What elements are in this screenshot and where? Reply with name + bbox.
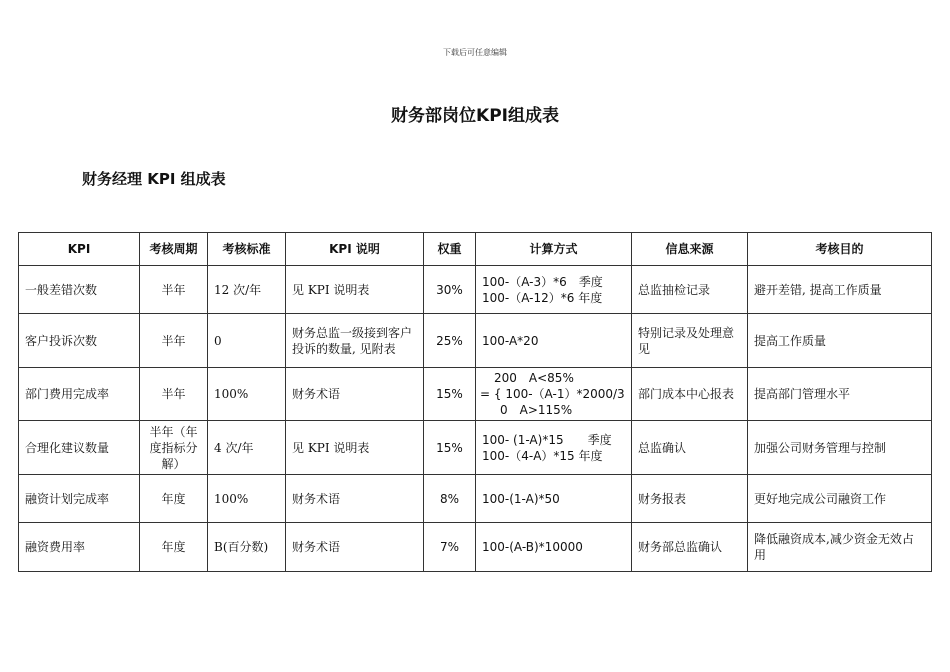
cell-calc xyxy=(476,368,632,421)
header-description: KPI 说明 xyxy=(286,233,424,266)
cell-source: 总监确认 xyxy=(632,421,748,475)
calc-line: = { 100-（A-1）*2000/3 xyxy=(480,387,625,401)
calc-line: 200 A<85% xyxy=(494,371,574,385)
cell-weight: 7% xyxy=(424,523,476,572)
cell-standard: 12 次/年 xyxy=(208,266,286,314)
cell-weight: 15% xyxy=(424,421,476,475)
cell-standard: 4 次/年 xyxy=(208,421,286,475)
cell-weight: 8% xyxy=(424,475,476,523)
table-row xyxy=(19,475,932,523)
calc-line: 100-（A-12）*6 年度 xyxy=(482,290,603,305)
cell-standard: 100% xyxy=(208,368,286,421)
cell-purpose: 避开差错, 提高工作质量 xyxy=(748,266,932,314)
cell-kpi: 客户投诉次数 xyxy=(19,314,140,368)
cell-kpi: 融资计划完成率 xyxy=(19,475,140,523)
cell-source: 部门成本中心报表 xyxy=(632,368,748,421)
table-row xyxy=(19,266,932,314)
header-purpose: 考核目的 xyxy=(748,233,932,266)
cell-standard: 0 xyxy=(208,314,286,368)
cell-period: 年度 xyxy=(140,523,208,572)
header-source: 信息来源 xyxy=(632,233,748,266)
header-weight: 权重 xyxy=(424,233,476,266)
calc-line: 0 A>115% xyxy=(500,403,573,417)
cell-description: 财务术语 xyxy=(286,475,424,523)
cell-kpi: 融资费用率 xyxy=(19,523,140,572)
cell-purpose: 加强公司财务管理与控制 xyxy=(748,421,932,475)
calc-line: 100-(1-A)*50 xyxy=(482,491,560,506)
cell-calc xyxy=(476,266,632,314)
cell-period: 半年（年度指标分解） xyxy=(140,421,208,475)
cell-description: 见 KPI 说明表 xyxy=(286,421,424,475)
cell-calc xyxy=(476,314,632,368)
cell-weight: 25% xyxy=(424,314,476,368)
header-standard: 考核标准 xyxy=(208,233,286,266)
cell-weight: 30% xyxy=(424,266,476,314)
cell-description: 财务总监一级接到客户投诉的数量, 见附表 xyxy=(286,314,424,368)
cell-weight: 15% xyxy=(424,368,476,421)
cell-calc xyxy=(476,475,632,523)
calc-line: 100-（A-3）*6 季度 xyxy=(482,274,603,289)
cell-kpi: 部门费用完成率 xyxy=(19,368,140,421)
cell-period: 半年 xyxy=(140,368,208,421)
header-period: 考核周期 xyxy=(140,233,208,266)
cell-purpose: 降低融资成本,减少资金无效占用 xyxy=(748,523,932,572)
header-kpi: KPI xyxy=(19,233,140,266)
cell-description: 见 KPI 说明表 xyxy=(286,266,424,314)
cell-standard: 100% xyxy=(208,475,286,523)
table-row xyxy=(19,421,932,475)
cell-standard: B(百分数) xyxy=(208,523,286,572)
table-row xyxy=(19,314,932,368)
table-row xyxy=(19,523,932,572)
cell-kpi: 合理化建议数量 xyxy=(19,421,140,475)
cell-purpose: 更好地完成公司融资工作 xyxy=(748,475,932,523)
header-note: 下载后可任意编辑 xyxy=(443,48,507,57)
cell-source: 财务部总监确认 xyxy=(632,523,748,572)
kpi-table xyxy=(18,232,932,572)
calc-line: 100-（4-A）*15 年度 xyxy=(482,448,603,463)
cell-period: 半年 xyxy=(140,266,208,314)
section-title: 财务经理 KPI 组成表 xyxy=(82,170,226,188)
cell-purpose: 提高工作质量 xyxy=(748,314,932,368)
calc-line: 100-A*20 xyxy=(482,333,539,348)
cell-description: 财务术语 xyxy=(286,523,424,572)
calc-line: 100- (1-A)*15 季度 xyxy=(482,432,612,447)
calc-line: 100-(A-B)*10000 xyxy=(482,540,583,554)
cell-calc xyxy=(476,421,632,475)
cell-calc xyxy=(476,523,632,572)
cell-source: 特别记录及处理意见 xyxy=(632,314,748,368)
cell-period: 半年 xyxy=(140,314,208,368)
table-header-row xyxy=(19,233,932,266)
cell-kpi: 一般差错次数 xyxy=(19,266,140,314)
cell-purpose: 提高部门管理水平 xyxy=(748,368,932,421)
header-calc: 计算方式 xyxy=(476,233,632,266)
cell-period: 年度 xyxy=(140,475,208,523)
cell-source: 财务报表 xyxy=(632,475,748,523)
cell-description: 财务术语 xyxy=(286,368,424,421)
cell-source: 总监抽检记录 xyxy=(632,266,748,314)
document-title: 财务部岗位KPI组成表 xyxy=(391,106,559,126)
table-row xyxy=(19,368,932,421)
